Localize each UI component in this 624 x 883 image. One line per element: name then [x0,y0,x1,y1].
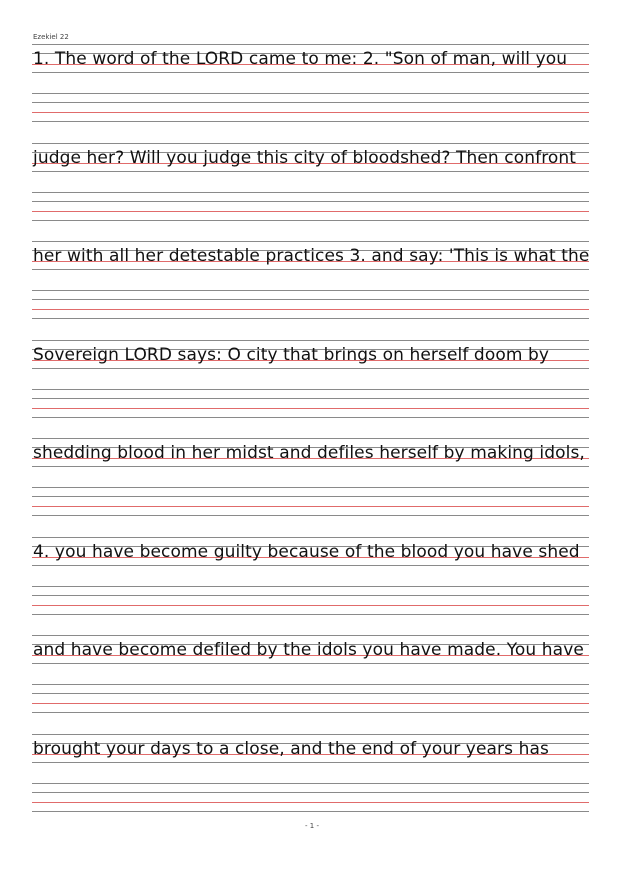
guide-line-gray [32,368,589,369]
guide-line-gray [32,438,589,439]
guide-line-gray [32,192,589,193]
verse-text-line: shedding blood in her midst and defiles herself by making idols, [33,443,585,463]
guide-line-gray [32,684,589,685]
guide-line-gray [32,417,589,418]
guide-line-gray [32,783,589,784]
practice-line-block [32,241,589,337]
verse-text-line: brought your days to a close, and the end of your years has [33,738,549,759]
guide-line-gray [32,586,589,587]
page-number: - 1 - [305,822,319,830]
handwriting-practice-sheet [32,0,589,883]
guide-line-gray [32,389,589,390]
verse-text-line: 1. The word of the LORD came to me: 2. "Son of man, will you [33,49,568,69]
practice-line-block [32,635,589,731]
guide-line-gray [32,487,589,488]
guide-line-gray [32,171,589,172]
verse-text-line: judge her? Will you judge this city of bloodshed? Then confront [33,147,577,168]
baseline-guide-red [32,605,589,606]
verse-text-line: her with all her detestable practices 3. and say: 'This is what the [33,246,590,266]
guide-line-gray [32,220,589,221]
guide-line-gray [32,102,589,103]
practice-line-block [32,537,589,633]
baseline-guide-red [32,112,589,113]
guide-line-gray [32,635,589,636]
baseline-guide-red [32,211,589,212]
guide-line-gray [32,595,589,596]
guide-line-gray [32,290,589,291]
guide-line-gray [32,466,589,467]
guide-line-gray [32,299,589,300]
baseline-guide-red [32,309,589,310]
baseline-guide-red [32,802,589,803]
guide-line-gray [32,93,589,94]
practice-line-block [32,44,589,140]
practice-line-block [32,340,589,436]
guide-line-gray [32,269,589,270]
guide-line-gray [32,811,589,812]
guide-line-gray [32,318,589,319]
guide-line-gray [32,143,589,144]
guide-line-gray [32,496,589,497]
guide-line-gray [32,340,589,341]
guide-line-gray [32,121,589,122]
guide-line-gray [32,762,589,763]
practice-line-block [32,438,589,534]
guide-line-gray [32,614,589,615]
guide-line-gray [32,565,589,566]
guide-line-gray [32,712,589,713]
baseline-guide-red [32,703,589,704]
guide-line-gray [32,792,589,793]
practice-line-block [32,143,589,239]
guide-line-gray [32,515,589,516]
guide-line-gray [32,72,589,73]
baseline-guide-red [32,408,589,409]
guide-line-gray [32,241,589,242]
verse-text-line: Sovereign LORD says: O city that brings on herself doom by [33,344,550,365]
guide-line-gray [32,537,589,538]
baseline-guide-red [32,506,589,507]
verse-text-line: and have become defiled by the idols you have made. You have [33,640,584,660]
guide-line-gray [32,201,589,202]
document-header: Ezekiel 22 [33,33,69,41]
guide-line-gray [32,663,589,664]
practice-line-block [32,734,589,830]
guide-line-gray [32,398,589,399]
guide-line-gray [32,693,589,694]
verse-text-line: 4. you have become guilty because of the blood you have shed [33,541,580,562]
guide-line-gray [32,734,589,735]
guide-line-gray [32,44,589,45]
